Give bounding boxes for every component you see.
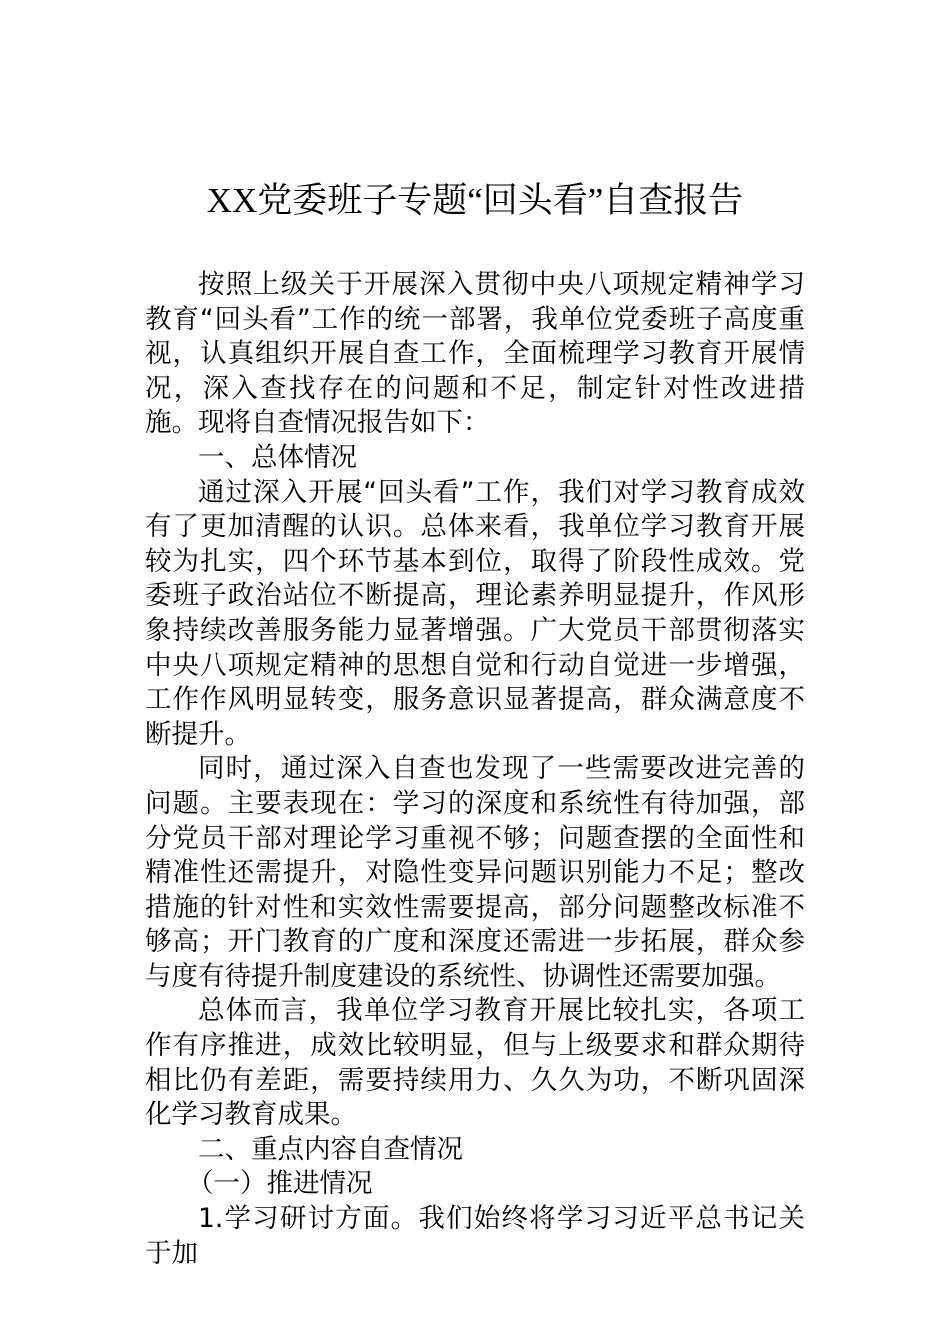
section-heading-key-content: 二、重点内容自查情况 — [198, 1133, 463, 1165]
overall-paragraph: 通过深入开展“回头看”工作，我们对学习教育成效有了更加清醒的认识。总体来看，我单位学习教育开展较为扎实，四个环节基本到位，取得了阶段性成效。党委班子政治站位不断提高，理论素养明显提升，作风形象持续改善服务能力显著增强。广大党员干部贯彻落实中央八项规定精神的思想自觉和行动自觉进一步增强，工作作风明显转变，服务意识显著提高，群众满意度不断提升。 — [145, 476, 805, 750]
document-body — [145, 268, 805, 1271]
section-heading-overall: 一、总体情况 — [198, 441, 357, 473]
problems-paragraph: 同时，通过深入自查也发现了一些需要改进完善的问题。主要表现在：学习的深度和系统性有待加强，部分党员干部对理论学习重视不够；问题查摆的全面性和精准性还需提升，对隐性变异问题识别能力不足；整改措施的针对性和实效性需要提高，部分问题整改标准不够高；开门教育的广度和深度还需进一步拓展，群众参与度有待提升制度建设的系统性、协调性还需要加强。 — [145, 753, 805, 992]
document-title: XX党委班子专题“回头看”自查报告 — [206, 181, 744, 220]
intro-paragraph: 按照上级关于开展深入贯彻中央八项规定精神学习教育“回头看”工作的统一部署，我单位党委班子高度重视，认真组织开展自查工作，全面梳理学习教育开展情况，深入查找存在的问题和不足，制定针对性改进措施。现将自查情况报告如下： — [145, 269, 805, 439]
study-discussion-paragraph: 1.学习研讨方面。我们始终将学习习近平总书记关于加 — [145, 1203, 805, 1269]
summary-paragraph: 总体而言，我单位学习教育开展比较扎实，各项工作有序推进，成效比较明显，但与上级要求和群众期待相比仍有差距，需要持续用力、久久为功，不断巩固深化学习教育成果。 — [145, 995, 805, 1131]
subsection-heading-progress: （一）推进情况 — [187, 1168, 373, 1200]
